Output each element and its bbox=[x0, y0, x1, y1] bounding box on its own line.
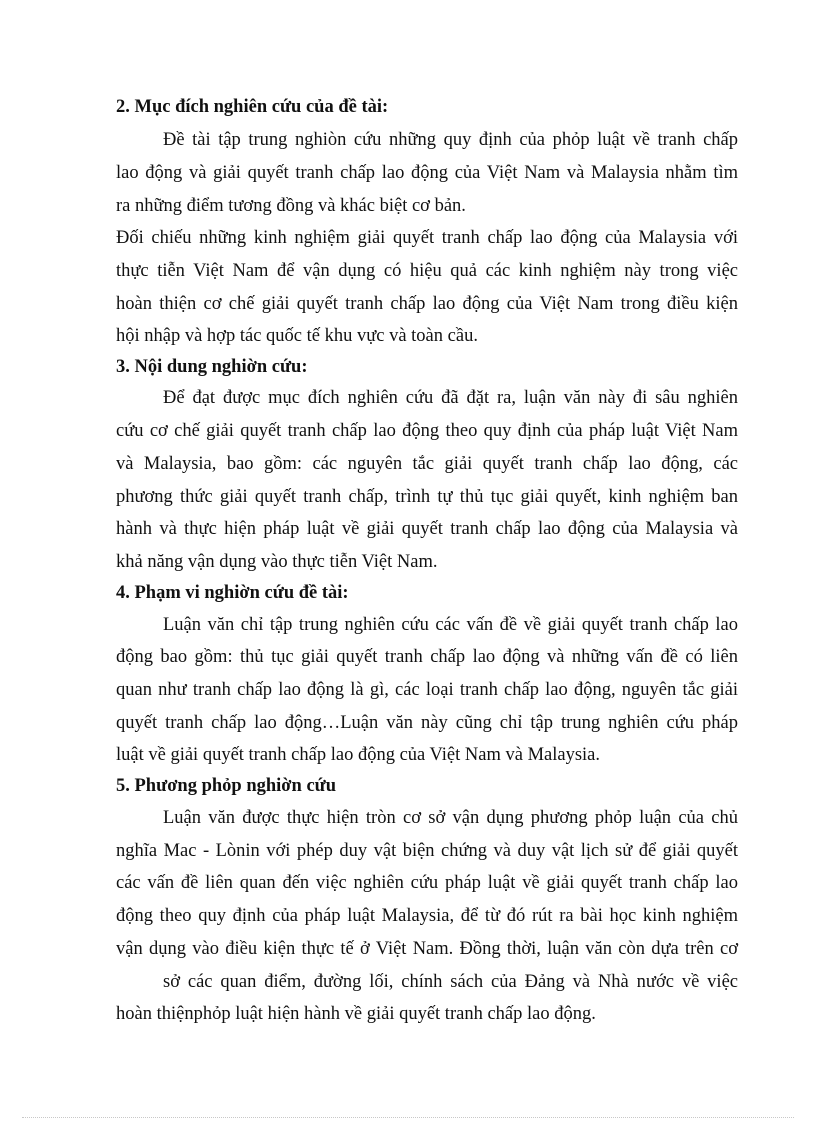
paragraph-line: lao động và giải quyết tranh chấp lao động của Việt Nam và Malaysia nhằm tìm bbox=[116, 163, 738, 183]
paragraph-line: Luận văn được thực hiện tròn cơ sở vận dụng phương phỏp luận của chủ bbox=[163, 808, 738, 828]
paragraph-line: sở các quan điểm, đường lối, chính sách của Đảng và Nhà nước về việc bbox=[163, 972, 738, 992]
paragraph-line: các vấn đề liên quan đến việc nghiên cứu pháp luật về giải quyết tranh chấp lao bbox=[116, 873, 738, 893]
paragraph-line: Luận văn chỉ tập trung nghiên cứu các vấn đề về giải quyết tranh chấp lao bbox=[163, 615, 738, 635]
paragraph-line: cứu cơ chế giải quyết tranh chấp lao động theo quy định của pháp luật Việt Nam bbox=[116, 421, 738, 441]
paragraph-line: hoàn thiện cơ chế giải quyết tranh chấp lao động của Việt Nam trong điều kiện bbox=[116, 294, 738, 314]
paragraph-line: Đề tài tập trung nghiòn cứu những quy định của phỏp luật về tranh chấp bbox=[163, 130, 738, 150]
paragraph-line: luật về giải quyết tranh chấp lao động của Việt Nam và Malaysia. bbox=[116, 745, 601, 765]
section-heading-method: 5. Phương phỏp nghiờn cứu bbox=[116, 776, 337, 796]
section-heading-content: 3. Nội dung nghiờn cứu: bbox=[116, 357, 308, 377]
paragraph-line: Đối chiếu những kinh nghiệm giải quyết tranh chấp lao động của Malaysia với bbox=[116, 228, 738, 248]
paragraph-line: thực tiễn Việt Nam để vận dụng có hiệu quả các kinh nghiệm này trong việc bbox=[116, 261, 738, 281]
paragraph-line: nghĩa Mac - Lònin với phép duy vật biện chứng và duy vật lịch sử để giải quyết bbox=[116, 841, 738, 861]
paragraph-line: Để đạt được mục đích nghiên cứu đã đặt ra, luận văn này đi sâu nghiên bbox=[163, 388, 738, 408]
section-heading-scope: 4. Phạm vi nghiờn cứu đề tài: bbox=[116, 583, 349, 603]
paragraph-line: khả năng vận dụng vào thực tiễn Việt Nam. bbox=[116, 552, 438, 572]
paragraph-line: hành và thực hiện pháp luật về giải quyết tranh chấp lao động của Malaysia và bbox=[116, 519, 738, 539]
paragraph-line: quan như tranh chấp lao động là gì, các loại tranh chấp lao động, nguyên tắc giải bbox=[116, 680, 738, 700]
page-bottom-divider bbox=[22, 1117, 794, 1118]
paragraph-line: quyết tranh chấp lao động…Luận văn này cũng chỉ tập trung nghiên cứu pháp bbox=[116, 713, 738, 733]
paragraph-line: vận dụng vào điều kiện thực tế ở Việt Nam. Đồng thời, luận văn còn dựa trên cơ bbox=[116, 939, 738, 959]
paragraph-line: ra những điểm tương đồng và khác biệt cơ bản. bbox=[116, 196, 466, 216]
paragraph-line: và Malaysia, bao gồm: các nguyên tắc giải quyết tranh chấp lao động, các bbox=[116, 454, 738, 474]
section-heading-purpose: 2. Mục đích nghiên cứu của đề tài: bbox=[116, 97, 389, 117]
paragraph-line: hội nhập và hợp tác quốc tế khu vực và toàn cầu. bbox=[116, 326, 478, 346]
paragraph-line: hoàn thiệnphỏp luật hiện hành về giải quyết tranh chấp lao động. bbox=[116, 1004, 596, 1024]
paragraph-line: phương thức giải quyết tranh chấp, trình tự thủ tục giải quyết, kinh nghiệm ban bbox=[116, 487, 738, 507]
paragraph-line: động bao gồm: thủ tục giải quyết tranh chấp lao động và những vấn đề có liên bbox=[116, 647, 738, 667]
paragraph-line: động theo quy định của pháp luật Malaysia, để từ đó rút ra bài học kinh nghiệm bbox=[116, 906, 738, 926]
